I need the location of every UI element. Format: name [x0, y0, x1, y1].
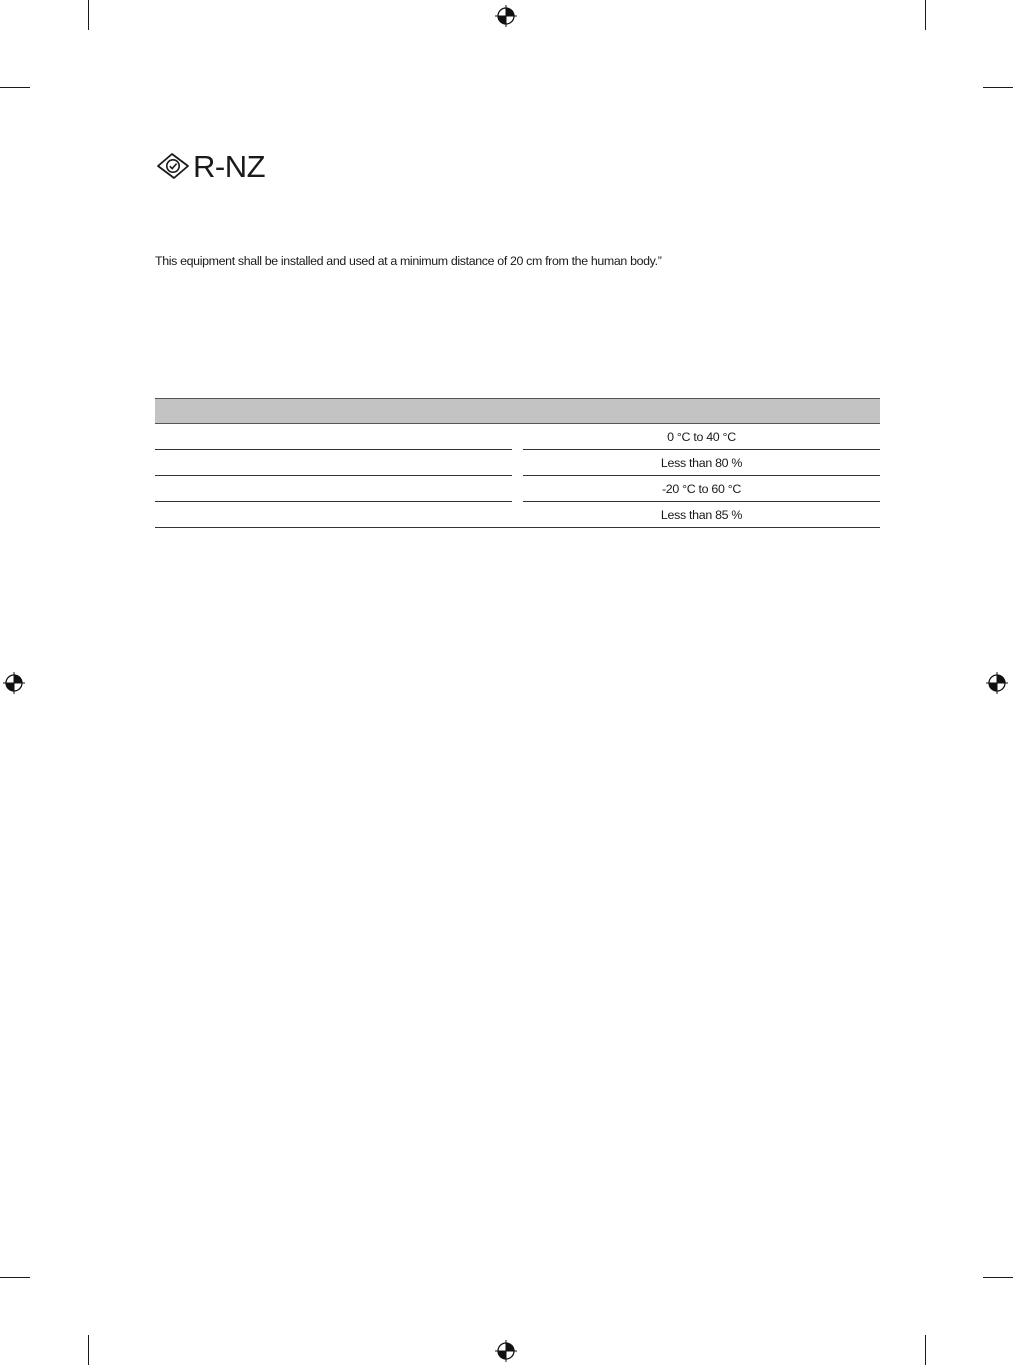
table-row [155, 424, 880, 450]
table-row-gap [512, 502, 523, 528]
table-row-value: -20 °C to 60 °C [523, 476, 880, 502]
table-row-value: Less than 80 % [523, 450, 880, 476]
table-row-value: 0 °C to 40 °C [523, 424, 880, 450]
table-header-gap [512, 399, 523, 424]
crop-mark [983, 87, 1013, 88]
crop-mark [88, 0, 89, 30]
registration-target-icon [495, 5, 517, 27]
table-row-gap [512, 476, 523, 502]
registration-target-icon [3, 672, 25, 694]
crop-mark [925, 0, 926, 30]
table-row-label [155, 424, 512, 450]
table-row [155, 476, 880, 502]
table-row-label [155, 476, 512, 502]
crop-mark [925, 1335, 926, 1365]
registration-target-icon [495, 1340, 517, 1362]
table-row [155, 502, 880, 528]
crop-mark [88, 1335, 89, 1365]
crop-mark [983, 1277, 1013, 1278]
environment-table [155, 398, 880, 528]
certification-mark-text: R-NZ [193, 148, 266, 184]
table-row-value: Less than 85 % [523, 502, 880, 528]
table-row-gap [512, 450, 523, 476]
certification-mark [155, 148, 265, 184]
table-header-cell [155, 399, 512, 424]
rcm-compliance-mark-icon [155, 151, 191, 181]
distance-notice: This equipment shall be installed and used at a minimum distance of 20 cm from the human body.” [155, 254, 662, 268]
table-row-gap [512, 424, 523, 450]
table-header-row [155, 399, 880, 424]
table-row-label [155, 502, 512, 528]
table-header-cell [523, 399, 880, 424]
table-row-label [155, 450, 512, 476]
registration-target-icon [986, 672, 1008, 694]
table-row [155, 450, 880, 476]
crop-mark [0, 1277, 30, 1278]
crop-mark [0, 87, 30, 88]
